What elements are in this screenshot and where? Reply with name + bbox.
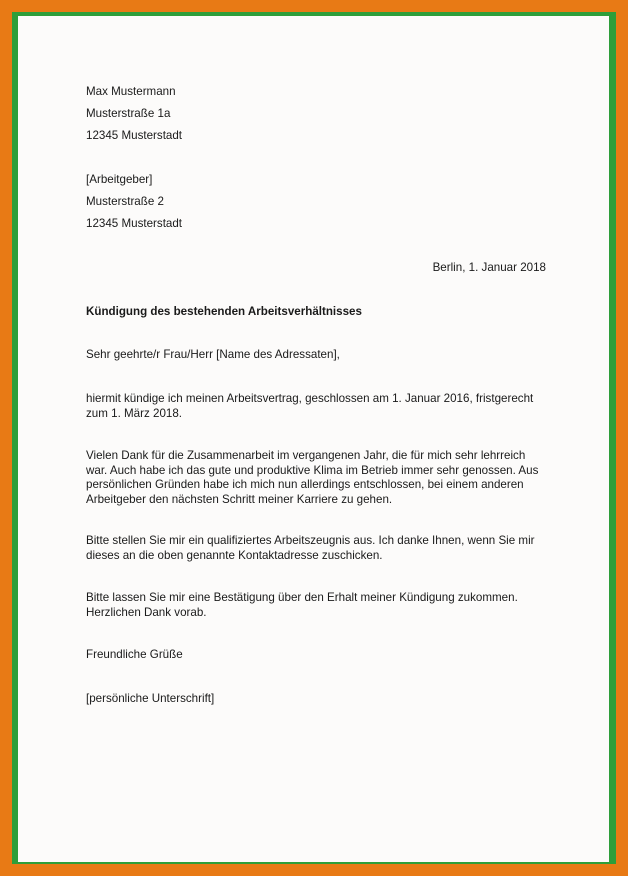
letter-date: Berlin, 1. Januar 2018 <box>432 261 546 274</box>
signature: [persönliche Unterschrift] <box>86 692 215 705</box>
recipient-street: Musterstraße 2 <box>86 195 164 208</box>
closing: Freundliche Grüße <box>86 648 183 661</box>
sender-name: Max Mustermann <box>86 85 176 98</box>
recipient-name: [Arbeitgeber] <box>86 173 153 186</box>
sender-street: Musterstraße 1a <box>86 107 171 120</box>
sender-city: 12345 Musterstadt <box>86 129 183 142</box>
paragraph-confirmation: Bitte lassen Sie mir eine Bestätigung über den Erhalt meiner Kündigung zukommen. Herzlichen Dank vorab. <box>86 591 518 619</box>
paragraph-thanks: Vielen Dank für die Zusammenarbeit im vergangenen Jahr, die für mich sehr lehrreich war. Auch habe ich das gute und produktive Klima im Betrieb immer sehr genossen. Aus persönlichen Gründen habe ich mich nun allerdings entschlossen, bei einem anderen Arbeitgeber den nächsten Schritt meiner Karriere zu gehen. <box>86 449 539 506</box>
letter-page <box>18 16 609 862</box>
salutation: Sehr geehrte/r Frau/Herr [Name des Adressaten], <box>86 348 340 361</box>
paragraph-reference: Bitte stellen Sie mir ein qualifiziertes Arbeitszeugnis aus. Ich danke Ihnen, wenn Sie mir dieses an die oben genannte Kontaktadresse zuschicken. <box>86 534 535 562</box>
recipient-city: 12345 Musterstadt <box>86 217 183 230</box>
letter-subject: Kündigung des bestehenden Arbeitsverhältnisses <box>86 305 362 318</box>
paragraph-termination: hiermit kündige ich meinen Arbeitsvertrag, geschlossen am 1. Januar 2016, fristgerecht zum 1. März 2018. <box>86 392 534 420</box>
